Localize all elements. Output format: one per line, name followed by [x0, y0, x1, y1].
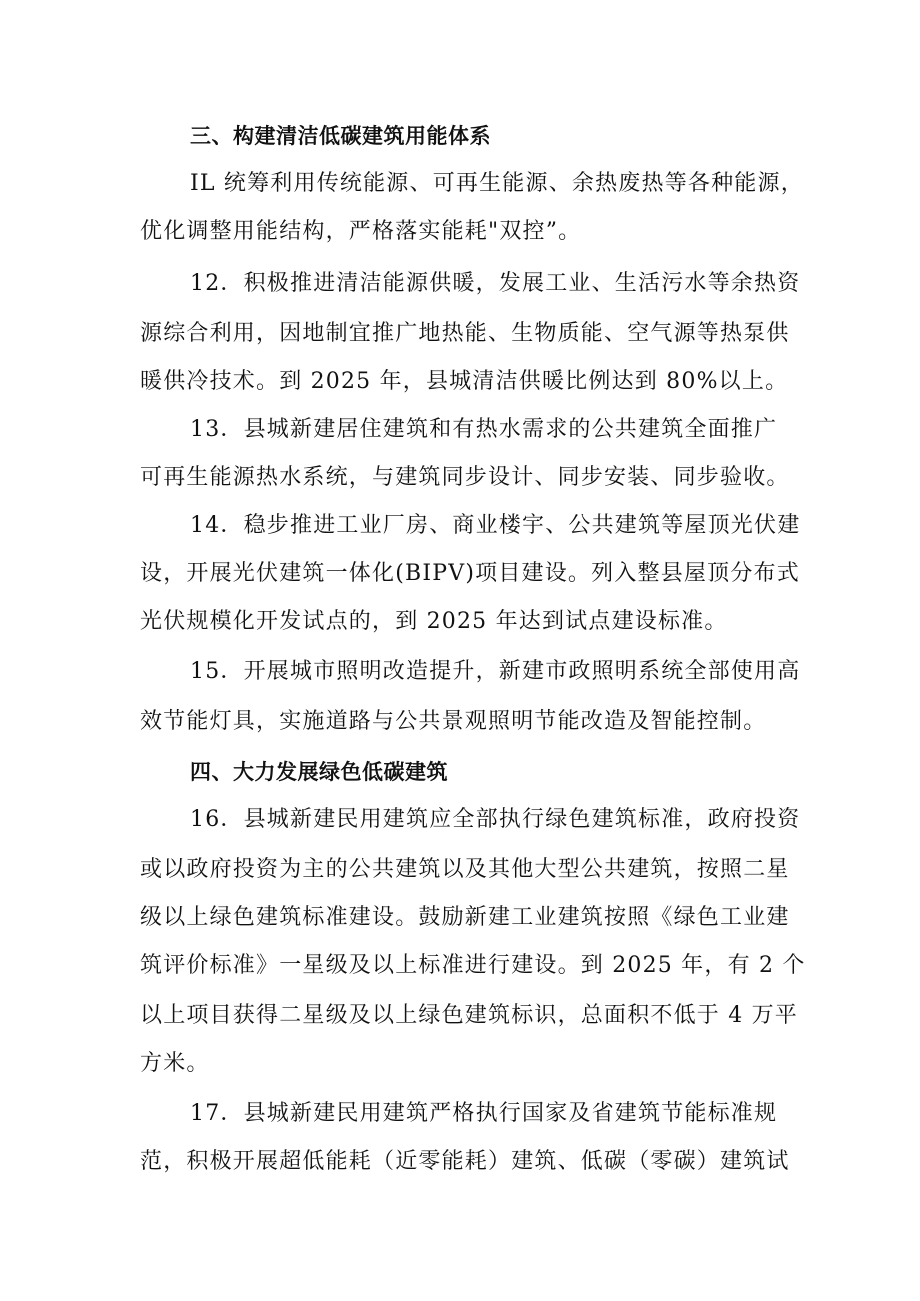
item-16-line-3: 级以上绿色建筑标准建设。鼓励新建工业建筑按照《绿色工业建 — [140, 905, 790, 930]
section-3-intro-line-1: IL 统筹利用传统能源、可再生能源、余热废热等各种能源， — [190, 171, 804, 196]
item-14-line-2: 设，开展光伏建筑一体化(BIPV)项目建设。列入整县屋顶分布式 — [140, 561, 800, 586]
item-16-line-6: 方米。 — [140, 1051, 210, 1076]
item-16-line-5: 以上项目获得二星级及以上绿色建筑标识，总面积不低于 4 万平 — [140, 1003, 798, 1028]
item-14-line-1: 14．稳步推进工业厂房、商业楼宇、公共建筑等屋顶光伏建 — [190, 513, 801, 538]
item-17-line-2: 范，积极开展超低能耗（近零能耗）建筑、低碳（零碳）建筑试 — [140, 1149, 790, 1174]
item-12-line-2: 源综合利用，因地制宜推广地热能、生物质能、空气源等热泵供 — [140, 321, 790, 346]
item-13-line-1: 13．县城新建居住建筑和有热水需求的公共建筑全面推广 — [190, 417, 778, 442]
item-16-line-1: 16．县城新建民用建筑应全部执行绿色建筑标准，政府投资 — [190, 807, 801, 832]
item-17-line-1: 17．县城新建民用建筑严格执行国家及省建筑节能标准规 — [190, 1101, 778, 1126]
item-15-line-1: 15．开展城市照明改造提升，新建市政照明系统全部使用高 — [190, 659, 801, 684]
item-13-line-2: 可再生能源热水系统，与建筑同步设计、同步安装、同步验收。 — [140, 465, 790, 490]
item-14-line-3: 光伏规模化开发试点的，到 2025 年达到试点建设标准。 — [140, 609, 728, 634]
section-4-heading: 四、大力发展绿色低碳建筑 — [190, 760, 448, 784]
section-3-heading: 三、构建清洁低碳建筑用能体系 — [190, 124, 491, 148]
item-12-line-1: 12．积极推进清洁能源供暖，发展工业、生活污水等余热资 — [190, 271, 801, 296]
item-16-line-2: 或以政府投资为主的公共建筑以及其他大型公共建筑，按照二星 — [140, 857, 790, 882]
section-3-intro-line-2: 优化调整用能结构，严格落实能耗"双控”。 — [140, 219, 582, 244]
item-15-line-2: 效节能灯具，实施道路与公共景观照明节能改造及智能控制。 — [140, 709, 767, 734]
item-12-line-3: 暖供冷技术。到 2025 年，县城清洁供暖比例达到 80%以上。 — [140, 369, 789, 394]
item-16-line-4: 筑评价标准》一星级及以上标准进行建设。到 2025 年，有 2 个 — [140, 953, 806, 978]
